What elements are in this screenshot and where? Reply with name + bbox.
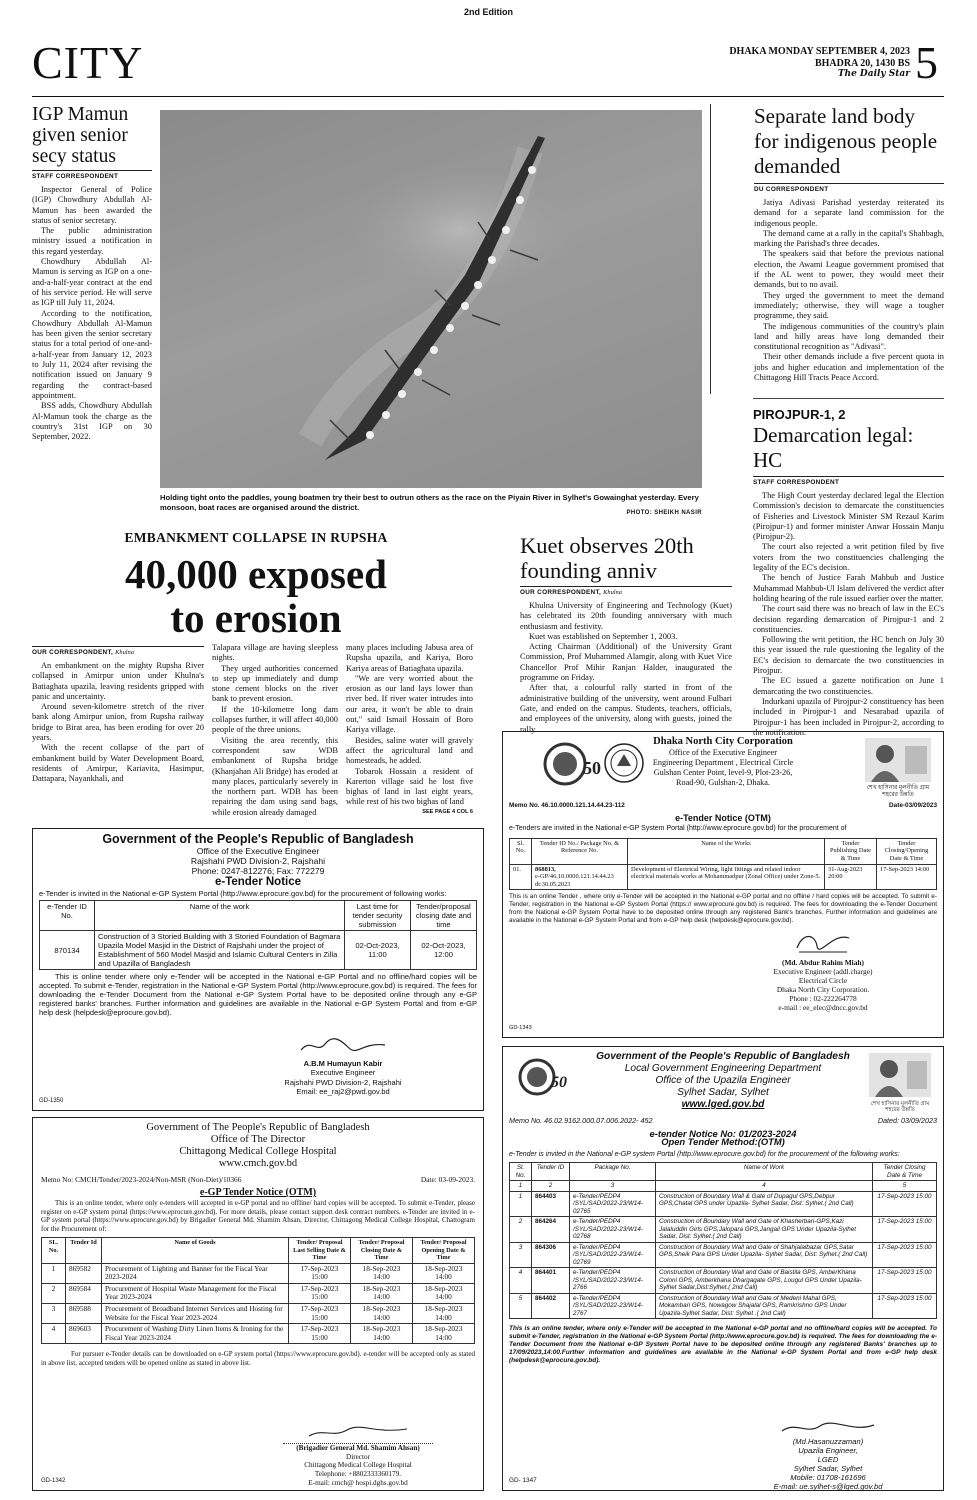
cmch-table bbox=[41, 1237, 475, 1344]
pwd-security: 02-Oct-2023, 11:00 bbox=[345, 931, 411, 970]
signature-mark bbox=[303, 1424, 413, 1440]
igp-byline: STAFF CORRESPONDENT bbox=[32, 170, 152, 180]
cmch-signer: (Brigadier General Md. Shamim Ahsan) bbox=[283, 1443, 433, 1453]
pwd-th-security: Last time for tender security submission bbox=[345, 901, 411, 931]
cmch-memo: Memo No: CMCH/Tender/2023-2024/Non-MSR (Non-Diet)/10366 bbox=[41, 1175, 242, 1184]
cell: 18-Sep-2023 14:00 bbox=[413, 1263, 475, 1283]
table-row bbox=[510, 1242, 937, 1268]
section-title: CITY bbox=[32, 37, 144, 88]
bangladesh-50-logo bbox=[539, 738, 601, 788]
dncc-intro: e-Tenders are invited in the National e-GP System Portal (http://www.eprocure.gov.bd) for the procurement of bbox=[509, 825, 847, 833]
rupsha-headline-2: to erosion bbox=[170, 595, 342, 641]
rupsha-para: Around seven-kilometre stretch of the river bank along Amirpur union, from Rupsha railway bridge to Birat area, has been eroding for over 20 years. bbox=[32, 702, 204, 743]
cell: 17-Sep-2023 15:00 bbox=[289, 1303, 351, 1323]
pirojpur-story bbox=[753, 407, 944, 738]
table-row bbox=[42, 1303, 475, 1323]
lged-th: Name of Work bbox=[656, 1163, 873, 1181]
ad-code: GD-1342 bbox=[41, 1478, 66, 1484]
cmch-th: Tender Id bbox=[66, 1238, 102, 1263]
cell: 18-Sep-2023 14:00 bbox=[413, 1283, 475, 1303]
lged-office: Office of the Upazila Engineer bbox=[655, 1075, 791, 1086]
cmch-office: Office of The Director bbox=[210, 1134, 306, 1145]
dncc-seal-icon bbox=[603, 742, 645, 784]
rupsha-para: Visiting the area recently, this correspondent saw WDB embankment of Rupsha bridge (Khanjahan Ali Bridge) has eroded at many places, particularly severely in the northern part. WDB has been repairing the dam using sand bags, while erosion already damaged bbox=[212, 735, 338, 817]
rupsha-byline-place: Khulna bbox=[115, 649, 134, 656]
ad-pwd-intro: e-Tender is invited in the National e-GP System Portal (http://www.eprocure.gov.bd) for the procurement of following works: bbox=[39, 889, 447, 898]
table-row bbox=[42, 1324, 475, 1344]
cell: 864264 bbox=[532, 1217, 570, 1243]
cell: 869588 bbox=[66, 1303, 102, 1323]
table-row bbox=[510, 1268, 937, 1294]
portrait-image bbox=[869, 1053, 931, 1097]
igp-para: Chowdhury Abdullah Al-Mamun is serving as IGP on a one-and-a-half-year contract at the end of his service period. He will serve as IGP till July 11, 2024. bbox=[32, 257, 152, 308]
cell: Construction of Boundary Wall and Gate of Shahjalalbazar GPS,Satar GPS,Sheik Para GPS Under Upazila- Sylhet Sadar, Dist: Sylhet.( 2nd Call) bbox=[656, 1242, 873, 1268]
slogan: শেখ হাসিনার মূলনীতি গ্রাম শহরের উন্নতি bbox=[870, 1100, 930, 1114]
land-headline: Separate land body for indigenous people demanded bbox=[754, 104, 938, 178]
cell: 864306 bbox=[532, 1242, 570, 1268]
cell: 2 bbox=[42, 1283, 66, 1303]
lged-notice: e-tender Notice No: 01/2023-2024 bbox=[649, 1127, 797, 1139]
cell: 18-Sep-2023 14:00 bbox=[351, 1263, 413, 1283]
ad-code: GD- 1347 bbox=[509, 1477, 537, 1485]
rupsha-para: Tobarok Hossain a resident of Karerton village said he lost five bighas of land in last eight years, while rest of his two bighas of land bbox=[346, 766, 473, 807]
rupsha-col-3 bbox=[346, 643, 473, 815]
cell: 1 bbox=[42, 1263, 66, 1283]
land-story bbox=[710, 104, 944, 394]
pwd-th-id: e-Tender ID No. bbox=[40, 901, 95, 931]
dncc-th: Tender ID No./ Package No. & Reference No. bbox=[532, 838, 628, 864]
edition-label: 2nd Edition bbox=[464, 7, 513, 17]
cell: 5 bbox=[510, 1293, 532, 1319]
cell: Construction of Boundary Wall & Gate of Dupagul GPS,Debpur GPS,Chatal GPS under Upazila- Sylhet Sadar, Dist: Sylhet.( 2nd Call) bbox=[656, 1191, 873, 1217]
pirojpur-para: The court also rejected a writ petition filed by five voters from the two constituencies challenging the legality of the EC's decision. bbox=[753, 542, 944, 573]
boat-image bbox=[160, 110, 702, 488]
rupsha-headline: 40,000 exposed bbox=[125, 551, 387, 597]
pirojpur-kicker: PIROJPUR-1, 2 bbox=[753, 407, 846, 422]
rupsha-col-1 bbox=[32, 643, 204, 785]
cell: 5 bbox=[873, 1181, 937, 1192]
lged-th: Tender Closing Date & Time bbox=[873, 1163, 937, 1181]
cell: 01. bbox=[510, 864, 532, 890]
ad-cmch-tender bbox=[32, 1117, 484, 1491]
dncc-address-2: Road-90, Gulshan-2, Dhaka. bbox=[676, 778, 770, 787]
dncc-signer-title: Executive Engineer (addl.charge) bbox=[773, 967, 873, 976]
dncc-memo: Memo No. 46.10.0000.121.14.44.23-112 bbox=[509, 802, 625, 809]
cmch-th: Name of Goods bbox=[102, 1238, 289, 1263]
lged-table bbox=[509, 1162, 937, 1319]
cell: 1 bbox=[510, 1181, 532, 1192]
lged-memo: Memo No. 46.02.9162.000.07.006.2022- 452 bbox=[509, 1116, 653, 1125]
cell: 1 bbox=[510, 1191, 532, 1217]
dncc-th: Sl. No. bbox=[510, 838, 532, 864]
photo-credit: PHOTO: SHEIKH NASIR bbox=[626, 510, 702, 516]
dncc-signature-block bbox=[743, 928, 903, 1012]
pwd-th-work: Name of the work bbox=[95, 901, 345, 931]
land-para: They urged the government to meet the demand immediately; otherwise, they will wage a tougher programme, they said. bbox=[754, 290, 944, 321]
kuet-para: Kuet was established on September 1, 2003. bbox=[529, 631, 678, 641]
svg-text:50: 50 bbox=[583, 758, 601, 778]
igp-story bbox=[32, 104, 152, 442]
kuet-byline-place: Khulna bbox=[603, 589, 622, 596]
cell: 17-Sep-2023 15:00 bbox=[873, 1191, 937, 1217]
ad-code: GD-1350 bbox=[39, 1098, 64, 1104]
kuet-byline: OUR CORRESPONDENT, bbox=[520, 589, 602, 596]
dncc-body: This is an online Tender , where only e-Tender will be accepted in the National e-GP portal and no offline / hard copies will be accepted. To submit e-Tender, registration in the National e-GP System Portal (https:// www.eprocure.gov.bd) is required. The fees for downloading the e-Tender Document from the National e-GP System Portal have to be deposited online through any registered Bank's branches. Further information and guidelines are available in the National e-GP System Portal and from e-GP help desk (helpdesk@eprocure.gov.bd). bbox=[509, 893, 937, 924]
rupsha-para: With the recent collapse of the part of embankment build by Water Development Board, residents of Amirpur, Kariavita, Hasimpur, Dattapara, Nayankhali, and bbox=[32, 743, 204, 784]
ad-pwd-body: This is online tender where only e-Tender will be accepted in the National e-GP Portal and no offline/hard copies will be accepted. To submit e-Tender, registration in the National e-GP System Portal (http://www.eprocure.gov.bd) is required. The fees for downloading the e-Tender Document from the National e-GP System Portal have to be deposited online through any e-GP registered banks' branches. Further information and guidelines are available in the National e-GP System Portal and from e-GP help desk (helpdesk@eprocure.gov.bd). bbox=[39, 972, 477, 1017]
table-row bbox=[42, 1263, 475, 1283]
cmch-th: Tender/ Proposal Closing Date & Time bbox=[351, 1238, 413, 1263]
lged-website[interactable]: www.lged.gov.bd bbox=[681, 1099, 765, 1110]
rupsha-kicker: EMBANKMENT COLLAPSE IN RUPSHA bbox=[124, 530, 388, 545]
kuet-para: Acting Chairman (Additional) of the University Grant Commission, Prof Muhammed Alamgir, along with Kuet Vice Chancellor Prof Mihir Ranjan Halder, inaugurated the programme on Friday. bbox=[520, 642, 732, 683]
cell: e-Tender/PEDP4 /SYL/SAD/2022-23/W14-2766 bbox=[570, 1268, 656, 1294]
cmch-gov: Government of The People's Republic of Bangladesh bbox=[146, 1122, 370, 1133]
ad-pwd-notice: e-Tender Notice bbox=[214, 876, 302, 888]
dncc-reference: e-GP/46.10.0000.121.14.44.23 dt:30.05.2023 bbox=[535, 873, 614, 888]
pwd-signer-email: Email: ee_raj2@pwd.gov.bd bbox=[296, 1087, 390, 1096]
ad-code: GD-1343 bbox=[509, 1025, 532, 1032]
lged-signer-title: Upazila Engineer, bbox=[798, 1446, 858, 1455]
cell: 17-Sep-2023 15:00 bbox=[873, 1242, 937, 1268]
table-row bbox=[40, 931, 477, 970]
land-para: Jatiya Adivasi Parishad yesterday reiterated its demand for a separate land commission for the indigenous people. bbox=[754, 198, 944, 228]
cmch-th: SL. No. bbox=[42, 1238, 66, 1263]
pwd-id: 870134 bbox=[40, 931, 95, 970]
cell: 17-Sep-2023 14:00 bbox=[877, 864, 937, 890]
pwd-th-closing: Tender/proposal closing date and time bbox=[411, 901, 477, 931]
cell: 2 bbox=[510, 1217, 532, 1243]
lged-th: Sl. No. bbox=[510, 1163, 532, 1181]
paper-logo: The Daily Star bbox=[837, 69, 910, 79]
cell: Development of Electrical Wiring, light fittings and related indoor electrical materials works at Mohammadpur (Zonal Office) under Zone-5. bbox=[628, 864, 825, 890]
land-para: Their other demands include a five percent quota in jobs and higher education and implementation of the Chittagong Hill Tracts Peace Accord. bbox=[754, 352, 944, 383]
kuet-headline-2: founding anniv bbox=[520, 558, 657, 583]
cell: e-Tender/PEDP4 /SYL/SAD/2022-23/W14-02765 bbox=[570, 1191, 656, 1217]
ad-pwd-tender bbox=[32, 828, 484, 1111]
cell: e-Tender/PEDP4 /SYL/SAD/2022-23/W14-02768 bbox=[570, 1217, 656, 1243]
cell: e-Tender/PEDP4 /SYL/SAD/2022-23/W14-2767 bbox=[570, 1293, 656, 1319]
cell: Procurement of Broadband Internet Services and Hosting for Website for the Fiscal Year 2023-2024 bbox=[102, 1303, 289, 1323]
lged-signer-org: LGED bbox=[817, 1455, 839, 1464]
cell: 3 bbox=[42, 1303, 66, 1323]
kuet-headline: Kuet observes 20th bbox=[520, 533, 694, 558]
cell: 18-Sep-2023 14:00 bbox=[413, 1324, 475, 1344]
date: DHAKA MONDAY SEPTEMBER 4, 2023 bbox=[729, 46, 910, 57]
land-para: The speakers said that before the previous national election, the Awami League government promised that if the AL went to power, they would meet their demands, but to no avail. bbox=[754, 249, 944, 290]
cell: Procurement of Lighting and Banner for the Fiscal Year 2023-2024 bbox=[102, 1263, 289, 1283]
boat-race-photo bbox=[160, 110, 702, 488]
signature-mark bbox=[793, 928, 853, 956]
cell: 869582 bbox=[66, 1263, 102, 1283]
cell: Procurement of Hospital Waste Management for the Fiscal Year 2023-2024 bbox=[102, 1283, 289, 1303]
rupsha-para: An embankment on the mighty Rupsha River collapsed in Amirpur union under Khulna's Batiaghata upazila, leaving residents gripped with panic and uncertainty. bbox=[32, 661, 204, 701]
bengali-date: BHADRA 20, 1430 BS bbox=[814, 57, 910, 69]
cell: e-Tender/PEDP4 /SYL/SAD/2022-23/W14-02769 bbox=[570, 1242, 656, 1268]
cell: 18-Sep-2023 14:00 bbox=[351, 1283, 413, 1303]
kuet-para: Khulna University of Engineering and Technology (Kuet) has celebrated its 20th founding anniversary with much enthusiasm and festivity. bbox=[520, 601, 732, 631]
photo-caption: Holding tight onto the paddles, young boatmen try their best to outrun others as the race on the Piyain River in Sylhet's Gowainghat yesterday. Every monsoon, boat races are organised around the district. bbox=[160, 493, 699, 512]
dncc-date: Date-03/09/2023 bbox=[889, 802, 937, 809]
divider bbox=[753, 398, 944, 399]
dncc-th: Name of the Works bbox=[628, 838, 825, 864]
ad-pwd-phone: Phone: 0247-812276; Fax: 772279 bbox=[191, 866, 325, 876]
portrait-image bbox=[865, 738, 931, 782]
dncc-signer-phone: Phone : 02-222264778 bbox=[789, 994, 857, 1003]
pirojpur-headline: Demarcation legal: HC bbox=[753, 423, 914, 472]
cell: 17-Sep-2023 15:00 bbox=[289, 1263, 351, 1283]
dncc-dept: Engineering Department , Electrical Circle bbox=[652, 758, 794, 767]
bangladesh-50-logo bbox=[513, 1053, 569, 1097]
dncc-th: Tender Publishing Date & Time bbox=[825, 838, 877, 864]
lged-signer: (Md.Hasanuzzaman) bbox=[792, 1437, 864, 1446]
cmch-th: Tender/ Proposal Opening Date & Time bbox=[413, 1238, 475, 1263]
lged-signer-mobile: Mobile: 01708-161696 bbox=[790, 1473, 866, 1482]
dateline bbox=[692, 46, 910, 81]
signature-mark bbox=[778, 1421, 878, 1435]
table-row bbox=[510, 1217, 937, 1243]
cmch-notice: e-GP Tender Notice (OTM) bbox=[199, 1187, 317, 1198]
ad-pwd-signature-block bbox=[273, 1036, 413, 1097]
signature-mark bbox=[297, 1036, 389, 1056]
cell: Construction of Boundary Wall and Gate of Khasherbari-GPS,Kazi Jalaluddin Girls GPS,Jalopara GPS,Jangail GPS Under Upazila-Sylhet Sadar, Dist: Sylhet.( 2nd Call) bbox=[656, 1217, 873, 1243]
cell: Construction of Boundary Wall and Gate of Baistila GPS, AmberKhana Coloni GPS, Amberkhana Dhargagate GPS, Lougul GPS Under Upazila-Sylhet Sadar,Dist:Sylhet.( 2nd Call) bbox=[656, 1268, 873, 1294]
dncc-signer-email: e-mail : ee_elec@dncc.gov.bd bbox=[778, 1003, 868, 1012]
dncc-address: Gulshan Center Point, level-9, Plot-23-26, bbox=[653, 768, 793, 777]
lged-th: Package No. bbox=[570, 1163, 656, 1181]
cell: 864403 bbox=[532, 1191, 570, 1217]
pwd-closing: 02-Oct-2023, 12:00 bbox=[411, 931, 477, 970]
cell: 4 bbox=[656, 1181, 873, 1192]
jump-line[interactable]: SEE PAGE 4 COL 6 bbox=[422, 808, 473, 815]
cmch-signer-title: Director bbox=[346, 1452, 370, 1461]
cmch-date: Date: 03-09-2023. bbox=[420, 1175, 475, 1184]
table-row bbox=[510, 1191, 937, 1217]
ad-pwd-division: Rajshahi PWD Division-2, Rajshahi bbox=[190, 856, 326, 866]
table-row bbox=[42, 1283, 475, 1303]
rupsha-para: Besides, saline water will gravely affect the agricultural land and homesteads, he added. bbox=[346, 735, 473, 766]
cell: 864401 bbox=[532, 1268, 570, 1294]
ad-pwd-title: Government of the People's Republic of Bangladesh bbox=[102, 832, 414, 846]
rupsha-story bbox=[32, 530, 480, 640]
cmch-hospital: Chittagong Medical College Hospital bbox=[179, 1146, 337, 1157]
dncc-signer-org: Dhaka North City Corporation. bbox=[776, 985, 870, 994]
cell: 17-Sep-2023 15:00 bbox=[289, 1324, 351, 1344]
igp-para: According to the notification, Chowdhury Abdullah Al-Mamun has been given the senior secretary status for a total period of one-and-a-half-year from January 12, 2023 to July 11, 2024 after revising the notification issued on January 9 regarding the contract-based appointment. bbox=[32, 308, 152, 400]
ad-pwd-office: Office of the Executive Engineer bbox=[196, 846, 320, 856]
land-para: The indigenous communities of the country's plain land and hilly areas have long demanded their constitutional recognition as "Adivasi". bbox=[754, 321, 944, 352]
rupsha-para: If the 10-kilometre long dam collapses further, it will affect 40,000 people of the three unions. bbox=[212, 704, 338, 735]
rupsha-para: "We are very worried about the erosion as our land lays lower than river bed. If river water intrudes into our area, it won't be able to drain out," said Ismail Hossain of Boro Kariya village. bbox=[346, 673, 473, 735]
igp-para: Inspector General of Police (IGP) Chowdhury Abdullah Al-Mamun has been awarded the status of senior secretary. bbox=[32, 185, 152, 225]
lged-th: Tender ID bbox=[532, 1163, 570, 1181]
land-byline: DU CORRESPONDENT bbox=[754, 183, 944, 193]
kuet-story bbox=[520, 533, 732, 735]
land-para: The demand came at a rally in the capital's Shahbagh, marking the Parishad's three decades. bbox=[754, 228, 944, 249]
cmch-footer: For pursuer e-Tender details can be downloaded on e-GP system portal (https://www.eprocure.gov.bd). e-tender will be accepted only as stated in above list, accepted tenders will be opened online as stated in above list. bbox=[41, 1350, 475, 1367]
dncc-notice: e-Tender Notice (OTM) bbox=[675, 812, 771, 823]
dncc-signer: (Md. Abdur Rahim Miah) bbox=[782, 958, 864, 967]
masthead-rule bbox=[32, 96, 944, 97]
rupsha-col-2 bbox=[212, 643, 338, 818]
pwd-signer-title: Executive Engineer bbox=[310, 1068, 376, 1077]
cell: 17-Sep-2023 15:00 bbox=[873, 1217, 937, 1243]
cell: 864402 bbox=[532, 1293, 570, 1319]
pirojpur-byline: STAFF CORRESPONDENT bbox=[753, 476, 944, 486]
svg-text:50: 50 bbox=[551, 1074, 567, 1091]
cell: Procurement of Washing Dirty Linen Items & Ironing for the Fiscal Year 2023-2024 bbox=[102, 1324, 289, 1344]
dncc-th: Tender Closing/Opening Date & Time bbox=[877, 838, 937, 864]
cell: 3 bbox=[510, 1242, 532, 1268]
dncc-tender-id: 868813, bbox=[535, 865, 556, 873]
cell: Construction of Boundary Wall and Gate of Medeni Mahal GPS, Mokambari GPS, Nowagow Shajalal GPS, Ramkrishno GPS Under Upazila-Sylhet Sadar, Dist: Sylhet .( 2nd Call) bbox=[656, 1293, 873, 1319]
dncc-table bbox=[509, 838, 937, 891]
ad-dncc-tender bbox=[502, 731, 944, 1038]
pirojpur-para: The High Court yesterday declared legal the Election Commission's decision to demarcate the constituencies of Fisheries and Livestock Minister SM Rezaul Karim (Pirojpur-1) and former minister Anwar Hossain Manju (Pirojpur-2). bbox=[753, 491, 944, 542]
lged-signature-block bbox=[753, 1421, 903, 1491]
cell: 3 bbox=[570, 1181, 656, 1192]
cell: 18-Sep-2023 14:00 bbox=[351, 1303, 413, 1323]
cmch-website[interactable]: www.cmch.gov.bd bbox=[218, 1158, 298, 1169]
pirojpur-para: The bench of Justice Farah Mahbub and Justice Muhammad Mahbub-Ul Islam delivered the verdict after holding hearing of the rule issued earlier over the matter. bbox=[753, 573, 944, 603]
slogan: শেখ হাসিনার মূলনীতি গ্রাম শহরের উন্নতি bbox=[866, 784, 930, 798]
lged-location: Sylhet Sadar, Sylhet bbox=[677, 1087, 769, 1098]
dncc-portrait bbox=[861, 738, 935, 799]
cmch-signature-block bbox=[283, 1424, 433, 1488]
pwd-signer-office: Rajshahi PWD Division-2, Rajshahi bbox=[284, 1077, 402, 1087]
lged-intro: e-Tender is invited in the National e-GP system Portal (http://www.eprocure.gov.bd) for the procurement of the following works: bbox=[509, 1150, 900, 1158]
cell: 17-Sep-2023 15:00 bbox=[873, 1293, 937, 1319]
pirojpur-para: Indurkani upazila of Pirojpur-2 constituency has been included in Pirojpur-1 and Nesarabad upazila of Pirojpur-1 has been included in Pirojpur-2, according to the notification. bbox=[753, 696, 944, 737]
cmch-th: Tender/ Proposal Last Selling Date & Time bbox=[289, 1238, 351, 1263]
cell: 18-Sep-2023 14:00 bbox=[413, 1303, 475, 1323]
lged-gov: Government of the People's Republic of Bangladesh bbox=[596, 1051, 850, 1062]
pwd-signer: A.B.M Humayun Kabir bbox=[303, 1058, 383, 1068]
lged-portrait bbox=[865, 1053, 935, 1114]
cmch-signer-email: E-mail: cmch@ hospi.dghs.gov.bd bbox=[308, 1478, 408, 1487]
rupsha-para: Talapara village are having sleepless nights. bbox=[212, 643, 338, 663]
lged-body: This is an online tender, where only e-Tender will be accepted in the National e-GP portal and no offline/hard copies will be accepted. To submit e-Tender, registration in the National e-GP System Portal (http://www.eprocure.gov.bd) is required. The fees for downloading the e-Tender Document from the National e-GP System Portal have to be deposited online through any registered Banks' branches up to 17/09/2023,14:00.Further information and guidelines are available in the National e-GP System Portal and from e-GP help desk (helpdesk@eprocure.gov.bd). bbox=[509, 1325, 937, 1365]
cell bbox=[532, 864, 628, 890]
igp-para: The public administration ministry issued a notification in this regard yesterday. bbox=[32, 226, 152, 256]
lged-method: Open Tender Method:(OTM) bbox=[661, 1136, 785, 1148]
cell: 17-Sep-2023 15:00 bbox=[873, 1268, 937, 1294]
table-row bbox=[510, 1293, 937, 1319]
page-number: 5 bbox=[915, 37, 938, 88]
table-row bbox=[510, 864, 937, 890]
dncc-title: Dhaka North City Corporation bbox=[653, 736, 793, 747]
igp-para: BSS adds, Chowdhury Abdullah Al-Mamun took the charge as the country's 31st IGP on 30 September, 2022. bbox=[32, 401, 152, 442]
cell: 869584 bbox=[66, 1283, 102, 1303]
cmch-signer-office: Chittagong Medical College Hospital bbox=[304, 1461, 412, 1470]
cmch-signer-phone: Telephone: +8802333360179. bbox=[314, 1470, 402, 1479]
kuet-para: After that, a colourful rally started in front of the administrative building of the university, went around Fulbari Gate, and ended on the campus. Students, teachers, officials, and employees of the university, along with guests, joined the rally. bbox=[520, 683, 732, 734]
lged-signer-location: Sylhet Sadar, Sylhet bbox=[793, 1464, 863, 1473]
dncc-office: Office of the Executive Engineer bbox=[668, 748, 778, 757]
cmch-intro: This is an online tender, where only e-tenders will accepted in e-GP portal and no offline/ hard copies will be accepted. To submit e-Tender, please register on e-GP system portal (https://www.eprocure.gov.bd), For more details, please contact support desk contract numbers. e-Tender are invited in e-GP system portal (https://www.eprocure.gov.bd) by Brigadier General Md. Shamim Ahsan, Director, Chittagong Medical College Hospital, Chattogram for the Procurement of: bbox=[41, 1199, 475, 1233]
pirojpur-para: The court said there was no breach of law in the EC's decision regarding demarcation of Pirojpur-1 and 2 constituencies. bbox=[753, 604, 944, 634]
pwd-work: Construction of 3 Storied Building with 3 Storied Foundation of Bagmara Upazila Model Masjid in the District of Rajshahi under the project of Establishment of 560 Model Masjid and Islamic Cultural Centers in Zilla and Upazilla of Bangladesh bbox=[95, 931, 345, 970]
ad-lged-tender bbox=[502, 1046, 944, 1491]
rupsha-para: many places including Jabusa area of Rupsha upazila, and Kariya, Boro Kariya areas of Batiaghata upazila. bbox=[346, 643, 473, 673]
cell: 2 bbox=[532, 1181, 570, 1192]
lged-dept: Local Government Engineering Department bbox=[624, 1063, 822, 1074]
cell: 4 bbox=[42, 1324, 66, 1344]
pirojpur-para: The EC issued a gazette notification on June 1 demarcating the two constituencies. bbox=[753, 676, 944, 696]
pirojpur-para: Following the writ petition, the HC bench on July 30 this year issued the rule questioning the legality of the EC's decision to demarcate the two constituencies in Pirojpur. bbox=[753, 635, 944, 676]
cell: 18-Sep-2023 14:00 bbox=[351, 1324, 413, 1344]
lged-date: Dated: 03/09/2023 bbox=[877, 1116, 937, 1125]
igp-headline: IGP Mamun given senior secy status bbox=[32, 104, 129, 167]
cell: 17-Sep-2023 15:00 bbox=[289, 1283, 351, 1303]
cell: 869603 bbox=[66, 1324, 102, 1344]
rupsha-byline: OUR CORRESPONDENT, bbox=[32, 649, 114, 656]
lged-signer-email: E-mail: ue.sylhet-s@lged.gov.bd bbox=[773, 1482, 883, 1491]
cell: 4 bbox=[510, 1268, 532, 1294]
dncc-signer-circle: Electrical Circle bbox=[798, 976, 848, 985]
rupsha-para: They urged authorities concerned to step up immediately and dump stone cement blocks on the river bank to prevent erosion. bbox=[212, 663, 338, 704]
cell: 31-Aug-2023 20:00 bbox=[825, 864, 877, 890]
